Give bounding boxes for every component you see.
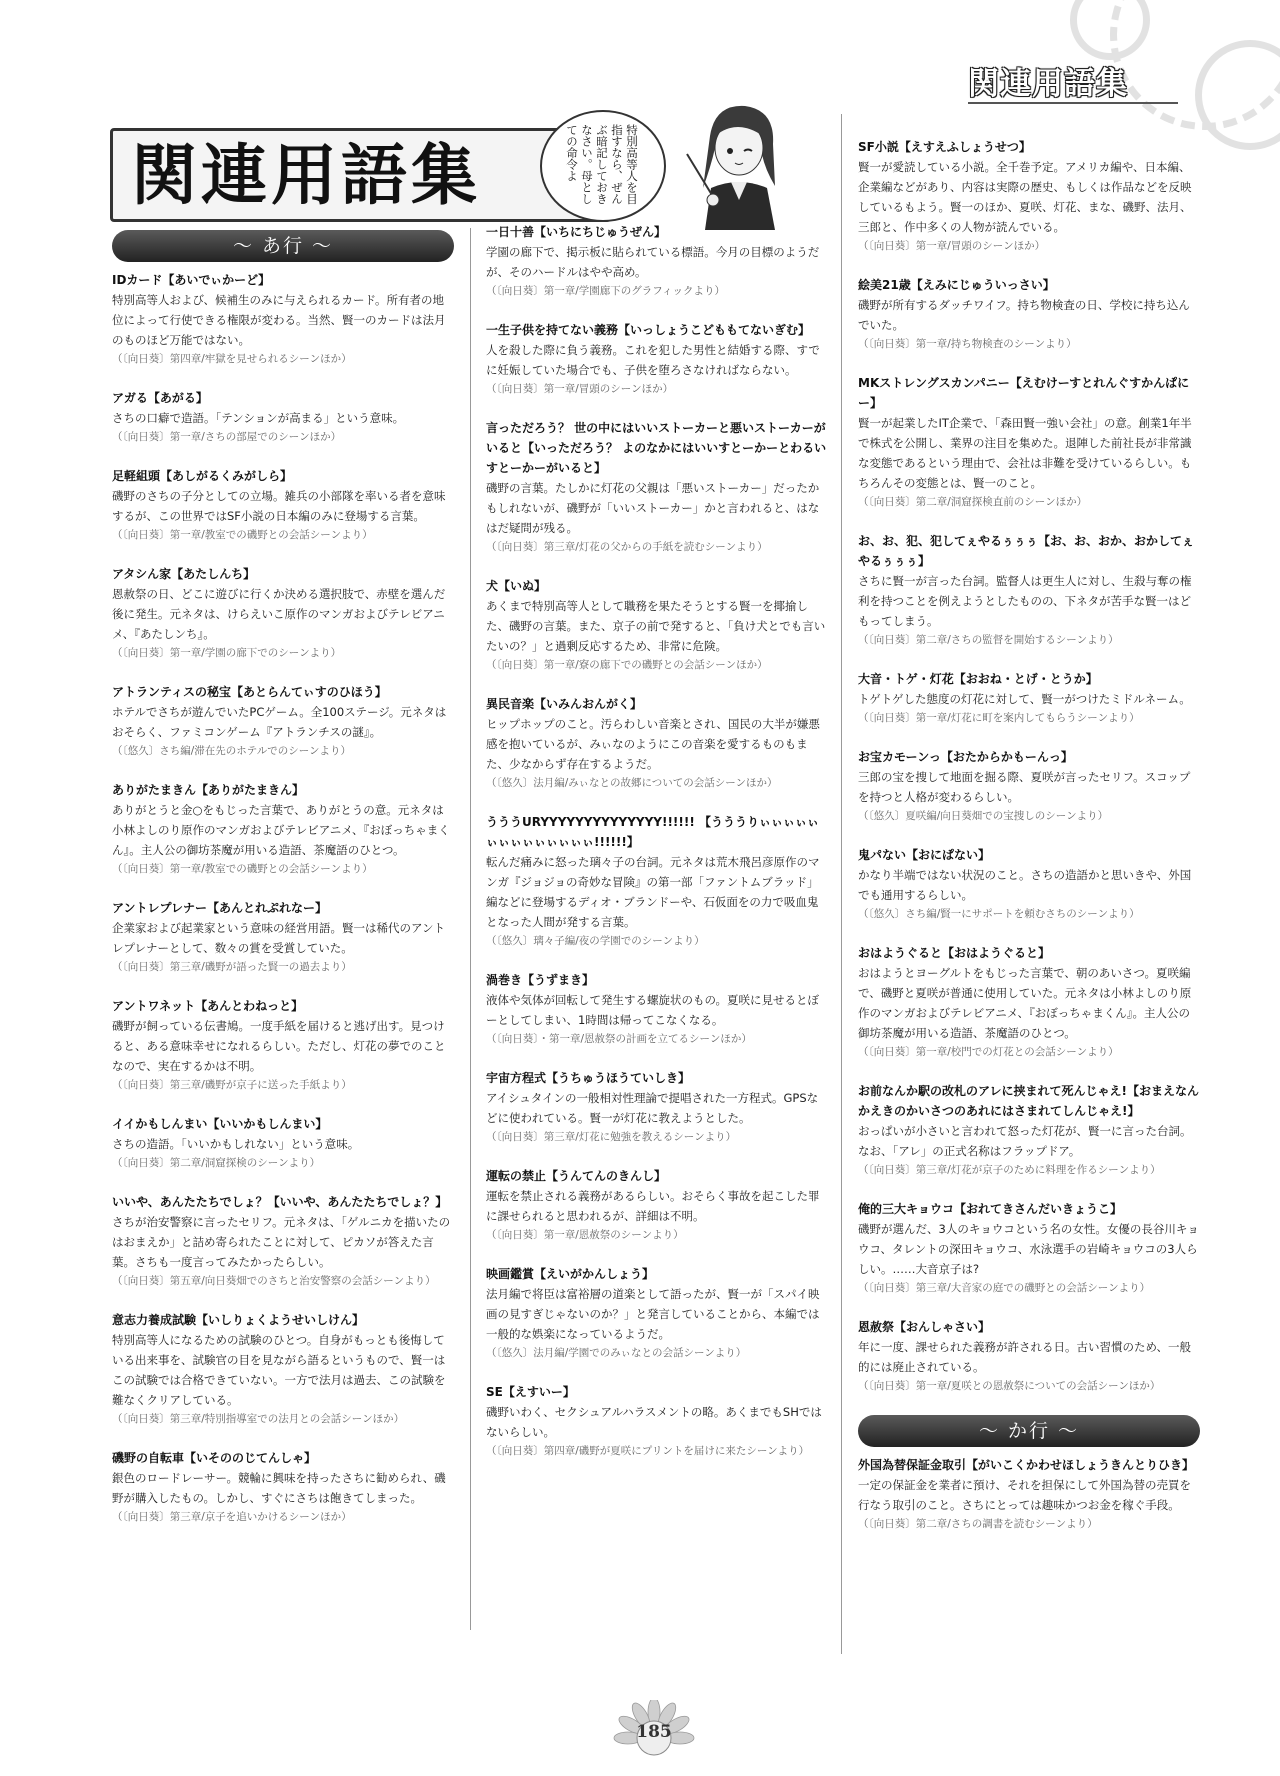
entry-source: （〔向日葵〕第二章/洞窟探検のシーンより）	[112, 1157, 321, 1169]
entry-term: 言っただろう？ 世の中にはいいストーカーと悪いストーカーがいると【いっただろう？ よのなかにはいいすとーかーとわるいすとーかーがいると】	[486, 421, 827, 475]
glossary-entry	[858, 845, 1200, 923]
entry-term: お、お、犯、犯してぇやるぅぅぅ【お、お、おか、おかしてぇやるぅぅぅ】	[858, 534, 1195, 568]
entry-source: （〔向日葵〕・第一章/恩赦祭の計画を立てるシーンほか）	[486, 1033, 752, 1045]
entry-source: （〔向日葵〕第二章/さちの監督を開始するシーンより）	[858, 634, 1119, 646]
entry-source: （〔向日葵〕第三章/京子を追いかけるシーンほか）	[112, 1511, 352, 1523]
entry-description: 特別高等人および、候補生のみに与えられるカード。所有者の地位によって行使できる権限が変わる。当然、賢一のカードは法月のものほど万能ではない。	[112, 293, 446, 347]
column-divider	[470, 228, 471, 1630]
entry-source: （〔向日葵〕第三章/灯花の父からの手紙を読むシーンより）	[486, 541, 768, 553]
glossary-entry	[858, 669, 1200, 727]
page-number: 185	[636, 1722, 672, 1742]
entry-description: 賢一が起業したIT企業で、「森田賢一強い会社」の意。創業1年半で株式を公開し、業界の注目を集めた。退陣した前社長が非常識な変態であるという理由で、会社は非難を受けているらしい。もちろんその変態とは、賢一のこと。	[858, 416, 1192, 490]
entry-source: （〔向日葵〕第一章/教室での磯野との会話シーンより）	[112, 863, 373, 875]
entry-term: お宝カモーンっ【おたからかもーんっ】	[858, 750, 1073, 764]
entry-source: （〔向日葵〕第一章/灯花に町を案内してもらうシーンより）	[858, 712, 1140, 724]
entry-description: ありがとうと金○をもじった言葉で、ありがとうの意。元ネタは小林よしのり原作のマンガおよびテレビアニメ、『おぼっちゃまくん』。主人公の御坊茶魔が用いる造語、茶魔語のひとつ。	[112, 803, 450, 857]
entry-description: 磯野のさちの子分としての立場。雑兵の小部隊を率いる者を意味するが、この世界ではSF小説の日本編のみに登場する言葉。	[112, 489, 446, 523]
glossary-entry	[486, 812, 828, 950]
entry-term: 運転の禁止【うんてんのきんし】	[486, 1169, 667, 1183]
entry-description: 学園の廊下で、掲示板に貼られている標語。今月の目標のようだが、そのハードルはやや高め。	[486, 245, 820, 279]
glossary-entry	[112, 996, 454, 1094]
entry-source: （〔向日葵〕第一章/寮の廊下での磯野との会話シーンほか）	[486, 659, 768, 671]
entry-term: 渦巻き【うずまき】	[486, 973, 595, 987]
glossary-entry	[858, 531, 1200, 649]
glossary-entry	[486, 694, 828, 792]
title-banner	[110, 128, 611, 222]
entry-source: （〔悠久〕夏咲編/向日葵畑での宝捜しのシーンより）	[858, 810, 1109, 822]
entry-description: さちが治安警察に言ったセリフ。元ネタは、「ゲルニカを描いたのはおまえか」と詰め寄られたことに対して、ピカソが答えた言葉。さちも一度言ってみたかったらしい。	[112, 1215, 451, 1269]
entry-term: 鬼パない【おにぱない】	[858, 848, 991, 862]
glossary-column-3	[858, 137, 1200, 1553]
entry-description: 法月編で将臣は富裕層の道楽として語ったが、賢一が「スパイ映画の見すぎじゃないのか？」と発言していることから、本編では一般的な娯楽になっているようだ。	[486, 1287, 820, 1341]
entry-description: 転んだ痛みに怒った璃々子の台詞。元ネタは荒木飛呂彦原作のマンガ『ジョジョの奇妙な冒険』の第一部「ファントムブラッド」編などに登場するディオ・ブランドーや、石仮面をの力で吸血鬼となった人間が発する言葉。	[486, 855, 820, 929]
entry-list	[858, 1455, 1200, 1533]
speech-bubble	[540, 110, 666, 222]
entry-description: 年に一度、課せられた義務が許される日。古い習慣のため、一般的には廃止されている。	[858, 1340, 1192, 1374]
entry-term: ありがたまきん【ありがたまきん】	[112, 783, 305, 797]
entry-term: 一日十善【いちにちじゅうぜん】	[486, 225, 667, 239]
glossary-entry	[486, 418, 828, 556]
glossary-entry	[858, 275, 1200, 353]
entry-description: かなり半端ではない状況のこと。さちの造語かと思いきや、外国でも通用するらしい。	[858, 868, 1192, 902]
entry-term: 一生子供を持てない義務【いっしょうこどももてないぎむ】	[486, 323, 811, 337]
entry-description: 賢一が愛読している小説。全千巻予定。アメリカ編や、日本編、企業編などがあり、内容は実際の歴史、もしくは作品などを反映しているもよう。賢一のほか、夏咲、灯花、まな、磯野、法月、三郎と、作中多くの人物が読んでいる。	[858, 160, 1192, 234]
section-header-ka: ～ か行 ～	[858, 1415, 1200, 1447]
entry-term: 犬【いぬ】	[486, 579, 547, 593]
entry-description: さちの造語。「いいかもしれない」という意味。	[112, 1137, 360, 1151]
entry-source: （〔向日葵〕第一章/学園の廊下でのシーンより）	[112, 647, 342, 659]
entry-source: （〔向日葵〕第二章/さちの調書を読むシーンより）	[858, 1518, 1098, 1530]
column-divider	[841, 114, 842, 1654]
page-number-flower	[612, 1700, 696, 1772]
entry-source: （〔向日葵〕第三章/大音家の庭での磯野との会話シーンより）	[858, 1282, 1151, 1294]
entry-description: おっぱいが小さいと言われて怒った灯花が、賢一に言った台詞。なお、「アレ」の正式名称はフラップドア。	[858, 1124, 1192, 1158]
entry-source: （〔向日葵〕第一章/冒頭のシーンほか）	[858, 240, 1046, 252]
entry-term: お前なんか駅の改札のアレに挟まれて死んじゃえ!【おまえなんかえきのかいさつのあれにはさまれてしんじゃえ!】	[858, 1084, 1199, 1118]
entry-description: 三郎の宝を捜して地面を掘る際、夏咲が言ったセリフ。スコップを持つと人格が変わるらしい。	[858, 770, 1191, 804]
entry-term: 異民音楽【いみんおんがく】	[486, 697, 643, 711]
glossary-entry	[112, 270, 454, 368]
entry-source: （〔向日葵〕第一章/持ち物検査のシーンより）	[858, 338, 1077, 350]
section-header-a: ～ あ行 ～	[112, 230, 454, 262]
glossary-entry	[858, 943, 1200, 1061]
glossary-entry	[112, 898, 454, 976]
glossary-entry	[858, 373, 1200, 511]
entry-description: 銀色のロードレーサー。競輪に興味を持ったさちに勧められ、磯野が購入したもの。しかし、すぐにさちは飽きてしまった。	[112, 1471, 446, 1505]
entry-term: アガる【あがる】	[112, 391, 208, 405]
entry-source: （〔向日葵〕第二章/洞窟探検直前のシーンほか）	[858, 496, 1088, 508]
entry-source: （〔向日葵〕第五章/向日葵畑でのさちと治安警察の会話シーンより）	[112, 1275, 436, 1287]
entry-term: 磯野の自転車【いそののじてんしゃ】	[112, 1451, 317, 1465]
glossary-entry	[112, 1192, 454, 1290]
glossary-entry	[486, 576, 828, 674]
entry-description: 人を殺した際に負う義務。これを犯した男性と結婚する際、すでに妊娠していた場合でも、子供を堕ろさなければならない。	[486, 343, 820, 377]
entry-term: いいや、あんたたちでしょ？【いいや、あんたたちでしょ？】	[112, 1195, 448, 1209]
entry-term: アントワネット【あんとわねっと】	[112, 999, 304, 1013]
entry-source: （〔向日葵〕第四章/磯野が夏咲にプリントを届けに来たシーンより）	[486, 1445, 810, 1457]
glossary-entry	[486, 320, 828, 398]
glossary-entry	[858, 137, 1200, 255]
entry-source: （〔向日葵〕第一章/夏咲との恩赦祭についての会話シーンほか）	[858, 1380, 1161, 1392]
glossary-entry	[486, 1166, 828, 1244]
entry-source: （〔向日葵〕第一章/校門での灯花との会話シーンより）	[858, 1046, 1119, 1058]
entry-term: うううURYYYYYYYYYYYYYY!!!!!! 【うううりぃぃぃぃぃぃぃぃぃぃぃぃぃぃ!!!!!!】	[486, 815, 819, 849]
glossary-entry	[112, 1114, 454, 1172]
glossary-entry	[112, 564, 454, 662]
entry-description: 液体や気体が回転して発生する螺旋状のもの。夏咲に見せるとぼーとしてしまい、1時間は帰ってこなくなる。	[486, 993, 820, 1027]
entry-description: 運転を禁止される義務があるらしい。おそらく事故を起こした罪に課せられると思われるが、詳細は不明。	[486, 1189, 820, 1223]
glossary-entry	[486, 222, 828, 300]
entry-description: おはようとヨーグルトをもじった言葉で、朝のあいさつ。夏咲編で、磯野と夏咲が普通に使用していた。元ネタは小林よしのり原作のマンガおよびテレビアニメ、『おぼっちゃまくん』。主人公の御坊茶魔が用いる造語、茶魔語のひとつ。	[858, 966, 1192, 1040]
entry-description: 磯野の言葉。たしかに灯花の父親は「悪いストーカー」だったかもしれないが、磯野が「いいストーカー」かと言われると、はなはだ疑問が残る。	[486, 481, 820, 535]
glossary-entry	[112, 466, 454, 544]
entry-description: ホテルでさちが遊んでいたPCゲーム。全100ステージ。元ネタはおそらく、ファミコンゲーム『アトランチスの謎』。	[112, 705, 447, 739]
glossary-entry	[112, 682, 454, 760]
entry-term: 絵美21歳【えみにじゅういっさい】	[858, 278, 1055, 292]
entry-term: アタシん家【あたしんち】	[112, 567, 256, 581]
entry-source: （〔向日葵〕第一章/冒頭のシーンほか）	[486, 383, 674, 395]
entry-source: （〔悠久〕璃々子編/夜の学園でのシーンより）	[486, 935, 705, 947]
entry-description: 恩赦祭の日、どこに遊びに行くか決める選択肢で、赤壁を選んだ後に発生。元ネタは、けらえいこ原作のマンガおよびテレビアニメ、『あたしンち』。	[112, 587, 446, 641]
entry-term: 恩赦祭【おんしゃさい】	[858, 1320, 991, 1334]
glossary-entry	[486, 1264, 828, 1362]
entry-term: アトランティスの秘宝【あとらんてぃすのひほう】	[112, 685, 387, 699]
entry-source: （〔向日葵〕第一章/恩赦祭のシーンより）	[486, 1229, 684, 1241]
glossary-entry	[112, 780, 454, 878]
entry-description: トゲトゲした態度の灯花に対して、賢一がつけたミドルネーム。	[858, 692, 1191, 706]
corner-section-title: 関連用語集	[968, 58, 1178, 104]
speech-bubble-text: 特別高等人を目指すなら、ぜんぶ暗記しておきなさい。母としての命令よ	[565, 124, 639, 205]
glossary-entry	[858, 1317, 1200, 1395]
entry-description: 特別高等人になるための試験のひとつ。自身がもっとも後悔している出来事を、試験官の目を見ながら語るというもので、賢一はこの試験では合格できていない。一方で法月は過去、この試験を難なくクリアしている。	[112, 1333, 446, 1407]
entry-list	[486, 222, 828, 1460]
entry-source: （〔向日葵〕第三章/磯野が語った賢一の過去より）	[112, 961, 352, 973]
entry-description: アイシュタインの一般相対性理論で提唱された一方程式。GPSなどに使われている。賢一が灯花に教えようとした。	[486, 1091, 819, 1125]
glossary-entry	[486, 970, 828, 1048]
entry-source: （〔向日葵〕第四章/牢獄を見せられるシーンほか）	[112, 353, 352, 365]
glossary-entry	[112, 388, 454, 446]
entry-term: 意志力養成試験【いしりょくようせいしけん】	[112, 1313, 365, 1327]
entry-source: （〔悠久〕さち編/滞在先のホテルでのシーンより）	[112, 745, 352, 757]
entry-term: 俺的三大キョウコ【おれてきさんだいきょうこ】	[858, 1202, 1123, 1216]
entry-term: 外国為替保証金取引【がいこくかわせほしょうきんとりひき】	[858, 1458, 1195, 1472]
entry-source: （〔向日葵〕第三章/磯野が京子に送った手紙より）	[112, 1079, 352, 1091]
entry-description: 一定の保証金を業者に預け、それを担保にして外国為替の売買を行なう取引のこと。さちにとっては趣味かつお金を稼ぐ手段。	[858, 1478, 1192, 1512]
glossary-entry	[858, 1081, 1200, 1179]
entry-description: ヒップホップのこと。汚らわしい音楽とされ、国民の大半が嫌悪感を抱いているが、みぃなのようにこの音楽を愛するものもまた、少なからず存在するようだ。	[486, 717, 820, 771]
entry-term: IDカード【あいでぃかーど】	[112, 273, 271, 287]
character-illustration	[675, 96, 795, 230]
glossary-entry	[486, 1068, 828, 1146]
entry-term: MKストレングスカンパニー【えむけーすとれんぐすかんぱにー】	[858, 376, 1190, 410]
glossary-entry	[858, 747, 1200, 825]
entry-source: （〔悠久〕法月編/学園でのみぃなとの会話シーンより）	[486, 1347, 747, 1359]
entry-term: イイかもしんまい【いいかもしんまい】	[112, 1117, 328, 1131]
entry-term: SE【えすいー】	[486, 1385, 575, 1399]
entry-description: 磯野が選んだ、3人のキョウコという名の女性。女優の長谷川キョウコ、タレントの深田キョウコ、水泳選手の岩崎キョウコの3人らしい。……大音京子は?	[858, 1222, 1199, 1276]
entry-description: 磯野が飼っている伝書鳩。一度手紙を届けると逃げ出す。見つけると、ある意味幸せになれるらしい。ただし、灯花の夢でのことなので、実在するかは不明。	[112, 1019, 446, 1073]
entry-source: （〔向日葵〕第一章/さちの部屋でのシーンほか）	[112, 431, 342, 443]
entry-description: さちの口癖で造語。「テンションが高まる」という意味。	[112, 411, 405, 425]
glossary-entry	[112, 1448, 454, 1526]
entry-term: 大音・トゲ・灯花【おおね・とげ・とうか】	[858, 672, 1098, 686]
entry-term: アントレプレナー【あんとれぷれなー】	[112, 901, 328, 915]
glossary-entry	[112, 1310, 454, 1428]
entry-source: （〔向日葵〕第一章/学園廊下のグラフィックより）	[486, 285, 725, 297]
page-title: 関連用語集	[131, 136, 481, 214]
entry-source: （〔向日葵〕第一章/教室での磯野との会話シーンより）	[112, 529, 373, 541]
entry-description: あくまで特別高等人として職務を果たそうとする賢一を揶揄した、磯野の言葉。また、京子の前で発すると、「負け犬とでも言いたいの？」と過剰反応するため、非常に危険。	[486, 599, 826, 653]
entry-description: 磯野が所有するダッチワイフ。持ち物検査の日、学校に持ち込んでいた。	[858, 298, 1190, 332]
entry-source: （〔悠久〕さち編/賢一にサポートを頼むさちのシーンより）	[858, 908, 1140, 920]
entry-term: おはようぐると【おはようぐると】	[858, 946, 1051, 960]
entry-term: 足軽組頭【あしがるくみがしら】	[112, 469, 293, 483]
entry-term: 映画鑑賞【えいがかんしょう】	[486, 1267, 655, 1281]
entry-description: 磯野いわく、セクシュアルハラスメントの略。あくまでもSHではないらしい。	[486, 1405, 822, 1439]
glossary-entry	[486, 1382, 828, 1460]
glossary-entry	[858, 1455, 1200, 1533]
entry-description: さちに賢一が言った台詞。監督人は更生人に対し、生殺与奪の権利を持つことを例えようとしたものの、下ネタが苦手な賢一はどもってしまう。	[858, 574, 1192, 628]
entry-source: （〔向日葵〕第三章/灯花に勉強を教えるシーンより）	[486, 1131, 737, 1143]
glossary-entry	[858, 1199, 1200, 1297]
glossary-column-2	[486, 222, 828, 1480]
entry-description: 企業家および起業家という意味の経営用語。賢一は稀代のアントレプレナーとして、数々の賞を受賞していた。	[112, 921, 446, 955]
entry-term: SF小説【えすえふしょうせつ】	[858, 140, 1031, 154]
glossary-column-1	[112, 226, 454, 1546]
entry-list	[858, 137, 1200, 1395]
entry-source: （〔向日葵〕第三章/特別指導室での法月との会話シーンほか）	[112, 1413, 405, 1425]
entry-term: 宇宙方程式【うちゅうほうていしき】	[486, 1071, 691, 1085]
entry-source: （〔悠久〕法月編/みぃなとの故郷についての会話シーンほか）	[486, 777, 778, 789]
entry-source: （〔向日葵〕第三章/灯花が京子のために料理を作るシーンより）	[858, 1164, 1161, 1176]
entry-list	[112, 270, 454, 1526]
